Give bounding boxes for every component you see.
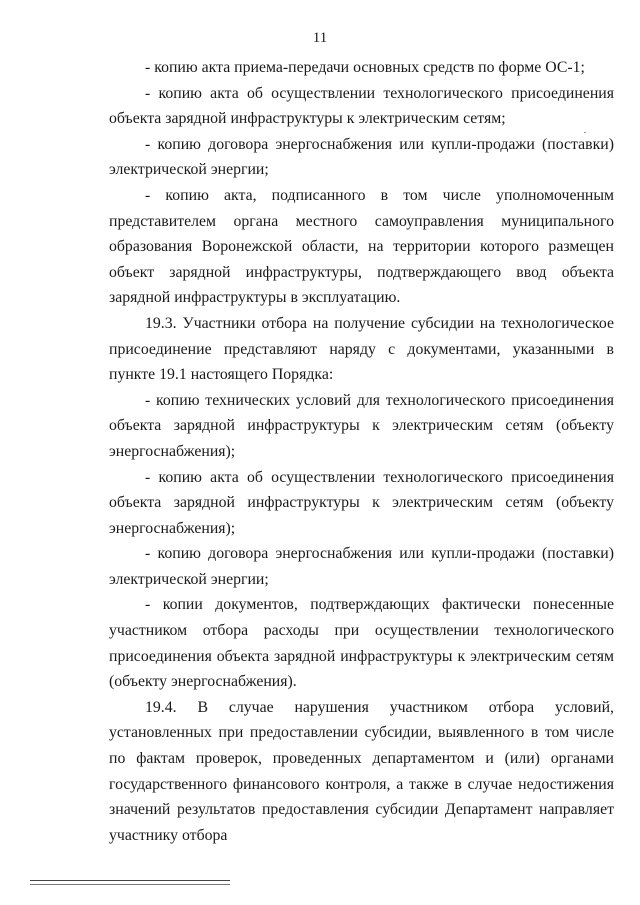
footer-rule bbox=[30, 880, 230, 881]
paragraph-connection-act: - копию акта об осуществлении технологического присоединения объекта зарядной инфраструктуры к электрическим сетям; bbox=[109, 84, 614, 128]
paragraph-os1-act: - копию акта приема-передачи основных средств по форме ОС-1; bbox=[145, 59, 585, 76]
paragraph-energy-contract: - копию договора энергоснабжения или купли-продажи (поставки) электрической энергии; bbox=[109, 135, 614, 179]
page-number: 11 bbox=[312, 30, 328, 46]
paragraph-commissioning-act: - копию акта, подписанного в том числе уполномоченным представителем органа местного самоуправления муниципального образования Воронежской области, на территории которого размещен объект зарядной инфраструктуры, подтверждающего ввод объекта зарядной инфраструктуры в эксплуатацию. bbox=[109, 186, 614, 307]
footer-rule-secondary bbox=[30, 884, 230, 885]
paragraph-expense-documents: - копии документов, подтверждающих фактически понесенные участником отбора расходы при осуществлении технологического присоединения объекта зарядной инфраструктуры к электрическим сетям (объекту энергоснабжения). bbox=[109, 596, 614, 691]
paragraph-clause-19-4: 19.4. В случае нарушения участником отбора условий, установленных при предоставлении субсидии, выявленного в том числе по фактам проверок, проведенных департаментом и (или) органами государственного финансового контроля, а также в случае недостижения значений результатов предоставления субсидии Департамент направляет участнику отбора bbox=[109, 698, 614, 844]
paragraph-clause-19-3: 19.3. Участники отбора на получение субсидии на технологическое присоединение представляют наряду с документами, указанными в пункте 19.1 настоящего Порядка: bbox=[109, 314, 614, 384]
paragraph-technical-conditions: - копию технических условий для технологического присоединения объекта зарядной инфраструктуры к электрическим сетям (объекту энергоснабжения); bbox=[109, 391, 614, 460]
document-body bbox=[109, 55, 614, 848]
paragraph-connection-act-2: - копию акта об осуществлении технологического присоединения объекта зарядной инфраструктуры к электрическим сетям (объекту энергоснабжения); bbox=[109, 468, 614, 537]
paragraph-energy-contract-2: - копию договора энергоснабжения или купли-продажи (поставки) электрической энергии; bbox=[109, 545, 614, 588]
